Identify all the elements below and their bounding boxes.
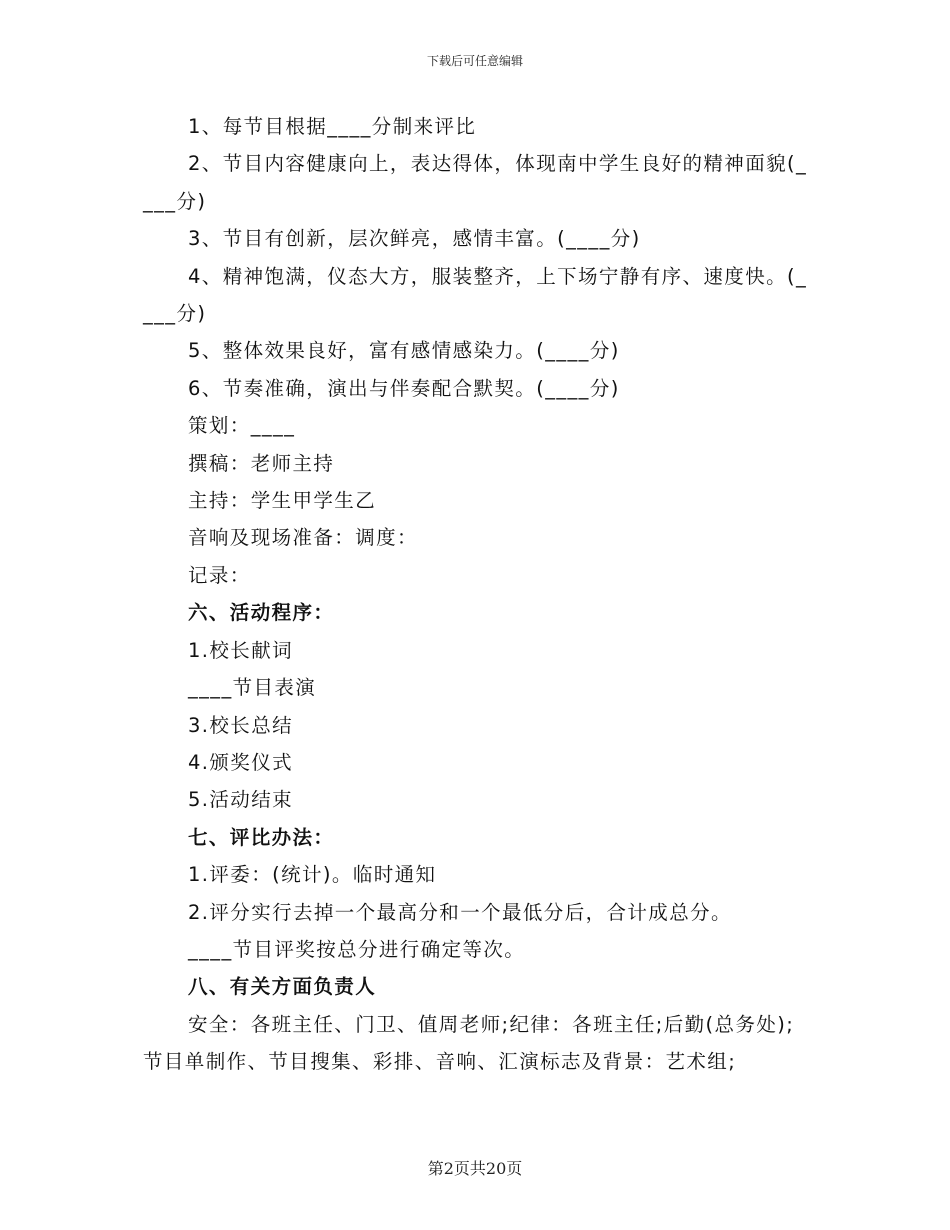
program-step-4: 4.颁奖仪式	[188, 750, 294, 774]
rule-4: 4、精神饱满，仪态大方，服装整齐，上下场宁静有序、速度快。(____分)	[143, 264, 808, 326]
program-step-3: 3.校长总结	[188, 713, 294, 737]
program-step-1: 1.校长献词	[188, 638, 294, 662]
judge-item-3: ____节目评奖按总分进行确定等次。	[188, 937, 526, 961]
writer-line: 撰稿：老师主持	[188, 451, 335, 475]
document-body	[143, 108, 808, 1081]
rule-1: 1、每节目根据____分制来评比	[188, 115, 477, 138]
rule-6: 6、节奏准确，演出与伴奏配合默契。(____分)	[188, 376, 620, 400]
section-heading-6: 六、活动程序：	[188, 601, 335, 625]
program-step-2: ____节目表演	[188, 676, 317, 700]
header-note: 下载后可任意编辑	[426, 54, 523, 68]
page-number: 第2页共20页	[427, 1159, 523, 1178]
rule-5: 5、整体效果良好，富有感情感染力。(____分)	[188, 339, 620, 363]
duty-paragraph: 安全：各班主任、门卫、值周老师;纪律：各班主任;后勤(总务处);节目单制作、节目搜集、彩排、音响、汇演标志及背景：艺术组;	[143, 1012, 795, 1074]
planner-line: 策划：____	[188, 414, 296, 438]
rule-3: 3、节目有创新，层次鲜亮，感情丰富。(____分)	[188, 227, 641, 251]
rule-2: 2、节目内容健康向上，表达得体，体现南中学生良好的精神面貌(____分)	[143, 152, 808, 213]
sound-line: 音响及现场准备：调度：	[188, 526, 418, 550]
judge-item-2: 2.评分实行去掉一个最高分和一个最低分后，合计成总分。	[188, 900, 732, 924]
record-line: 记录：	[188, 563, 251, 587]
host-line: 主持：学生甲学生乙	[188, 489, 377, 513]
section-heading-8: 八、有关方面负责人	[188, 975, 377, 999]
program-step-5: 5.活动结束	[188, 788, 294, 812]
section-heading-7: 七、评比办法：	[188, 825, 335, 849]
judge-item-1: 1.评委：(统计)。临时通知	[188, 863, 437, 887]
